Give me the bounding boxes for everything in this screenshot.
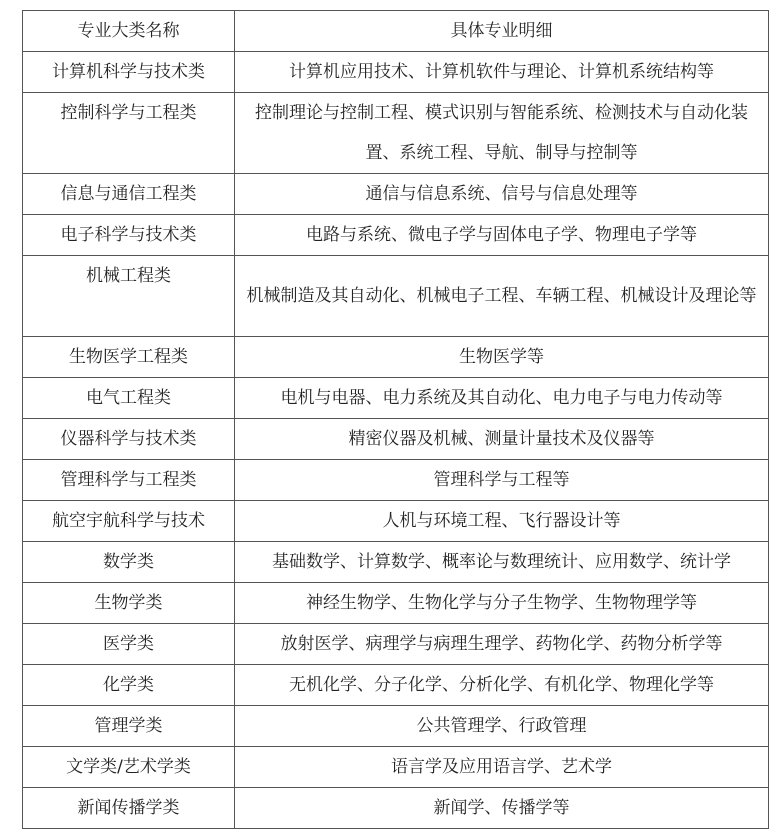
detail-cell: 神经生物学、生物化学与分子生物学、生物物理学等 — [235, 583, 769, 624]
major-table-body — [23, 11, 769, 829]
table-row — [23, 706, 769, 747]
category-cell: 数学类 — [23, 542, 235, 583]
table-row — [23, 256, 769, 337]
category-cell: 电子科学与技术类 — [23, 215, 235, 256]
detail-cell: 电机与电器、电力系统及其自动化、电力电子与电力传动等 — [235, 378, 769, 419]
category-cell: 仪器科学与技术类 — [23, 419, 235, 460]
header-category: 专业大类名称 — [23, 11, 235, 52]
table-row — [23, 378, 769, 419]
major-table-container — [22, 10, 766, 829]
table-header-row — [23, 11, 769, 52]
category-cell: 医学类 — [23, 624, 235, 665]
table-row — [23, 419, 769, 460]
category-cell: 生物学类 — [23, 583, 235, 624]
detail-cell: 放射医学、病理学与病理生理学、药物化学、药物分析学等 — [235, 624, 769, 665]
detail-cell: 电路与系统、微电子学与固体电子学、物理电子学等 — [235, 215, 769, 256]
detail-cell: 新闻学、传播学等 — [235, 788, 769, 829]
table-row — [23, 52, 769, 93]
table-row — [23, 542, 769, 583]
detail-cell: 无机化学、分子化学、分析化学、有机化学、物理化学等 — [235, 665, 769, 706]
header-detail: 具体专业明细 — [235, 11, 769, 52]
detail-cell: 控制理论与控制工程、模式识别与智能系统、检测技术与自动化装置、系统工程、导航、制导与控制等 — [235, 93, 769, 174]
table-row — [23, 788, 769, 829]
detail-cell: 公共管理学、行政管理 — [235, 706, 769, 747]
detail-cell: 通信与信息系统、信号与信息处理等 — [235, 174, 769, 215]
table-row — [23, 93, 769, 174]
category-cell: 管理科学与工程类 — [23, 460, 235, 501]
category-cell: 计算机科学与技术类 — [23, 52, 235, 93]
detail-cell: 语言学及应用语言学、艺术学 — [235, 747, 769, 788]
detail-cell: 机械制造及其自动化、机械电子工程、车辆工程、机械设计及理论等 — [235, 256, 769, 337]
table-row — [23, 665, 769, 706]
detail-cell: 精密仪器及机械、测量计量技术及仪器等 — [235, 419, 769, 460]
table-row — [23, 624, 769, 665]
category-cell: 文学类/艺术学类 — [23, 747, 235, 788]
category-cell: 管理学类 — [23, 706, 235, 747]
table-row — [23, 337, 769, 378]
category-cell: 化学类 — [23, 665, 235, 706]
detail-cell: 管理科学与工程等 — [235, 460, 769, 501]
table-row — [23, 501, 769, 542]
category-cell: 信息与通信工程类 — [23, 174, 235, 215]
table-row — [23, 747, 769, 788]
table-row — [23, 583, 769, 624]
category-cell: 控制科学与工程类 — [23, 93, 235, 174]
major-table — [22, 10, 769, 829]
detail-cell: 人机与环境工程、飞行器设计等 — [235, 501, 769, 542]
category-cell: 航空宇航科学与技术 — [23, 501, 235, 542]
detail-cell: 基础数学、计算数学、概率论与数理统计、应用数学、统计学 — [235, 542, 769, 583]
detail-cell: 生物医学等 — [235, 337, 769, 378]
table-row — [23, 174, 769, 215]
category-cell: 生物医学工程类 — [23, 337, 235, 378]
table-row — [23, 215, 769, 256]
category-cell: 电气工程类 — [23, 378, 235, 419]
detail-cell: 计算机应用技术、计算机软件与理论、计算机系统结构等 — [235, 52, 769, 93]
table-row — [23, 460, 769, 501]
category-cell: 机械工程类 — [23, 256, 235, 337]
category-cell: 新闻传播学类 — [23, 788, 235, 829]
